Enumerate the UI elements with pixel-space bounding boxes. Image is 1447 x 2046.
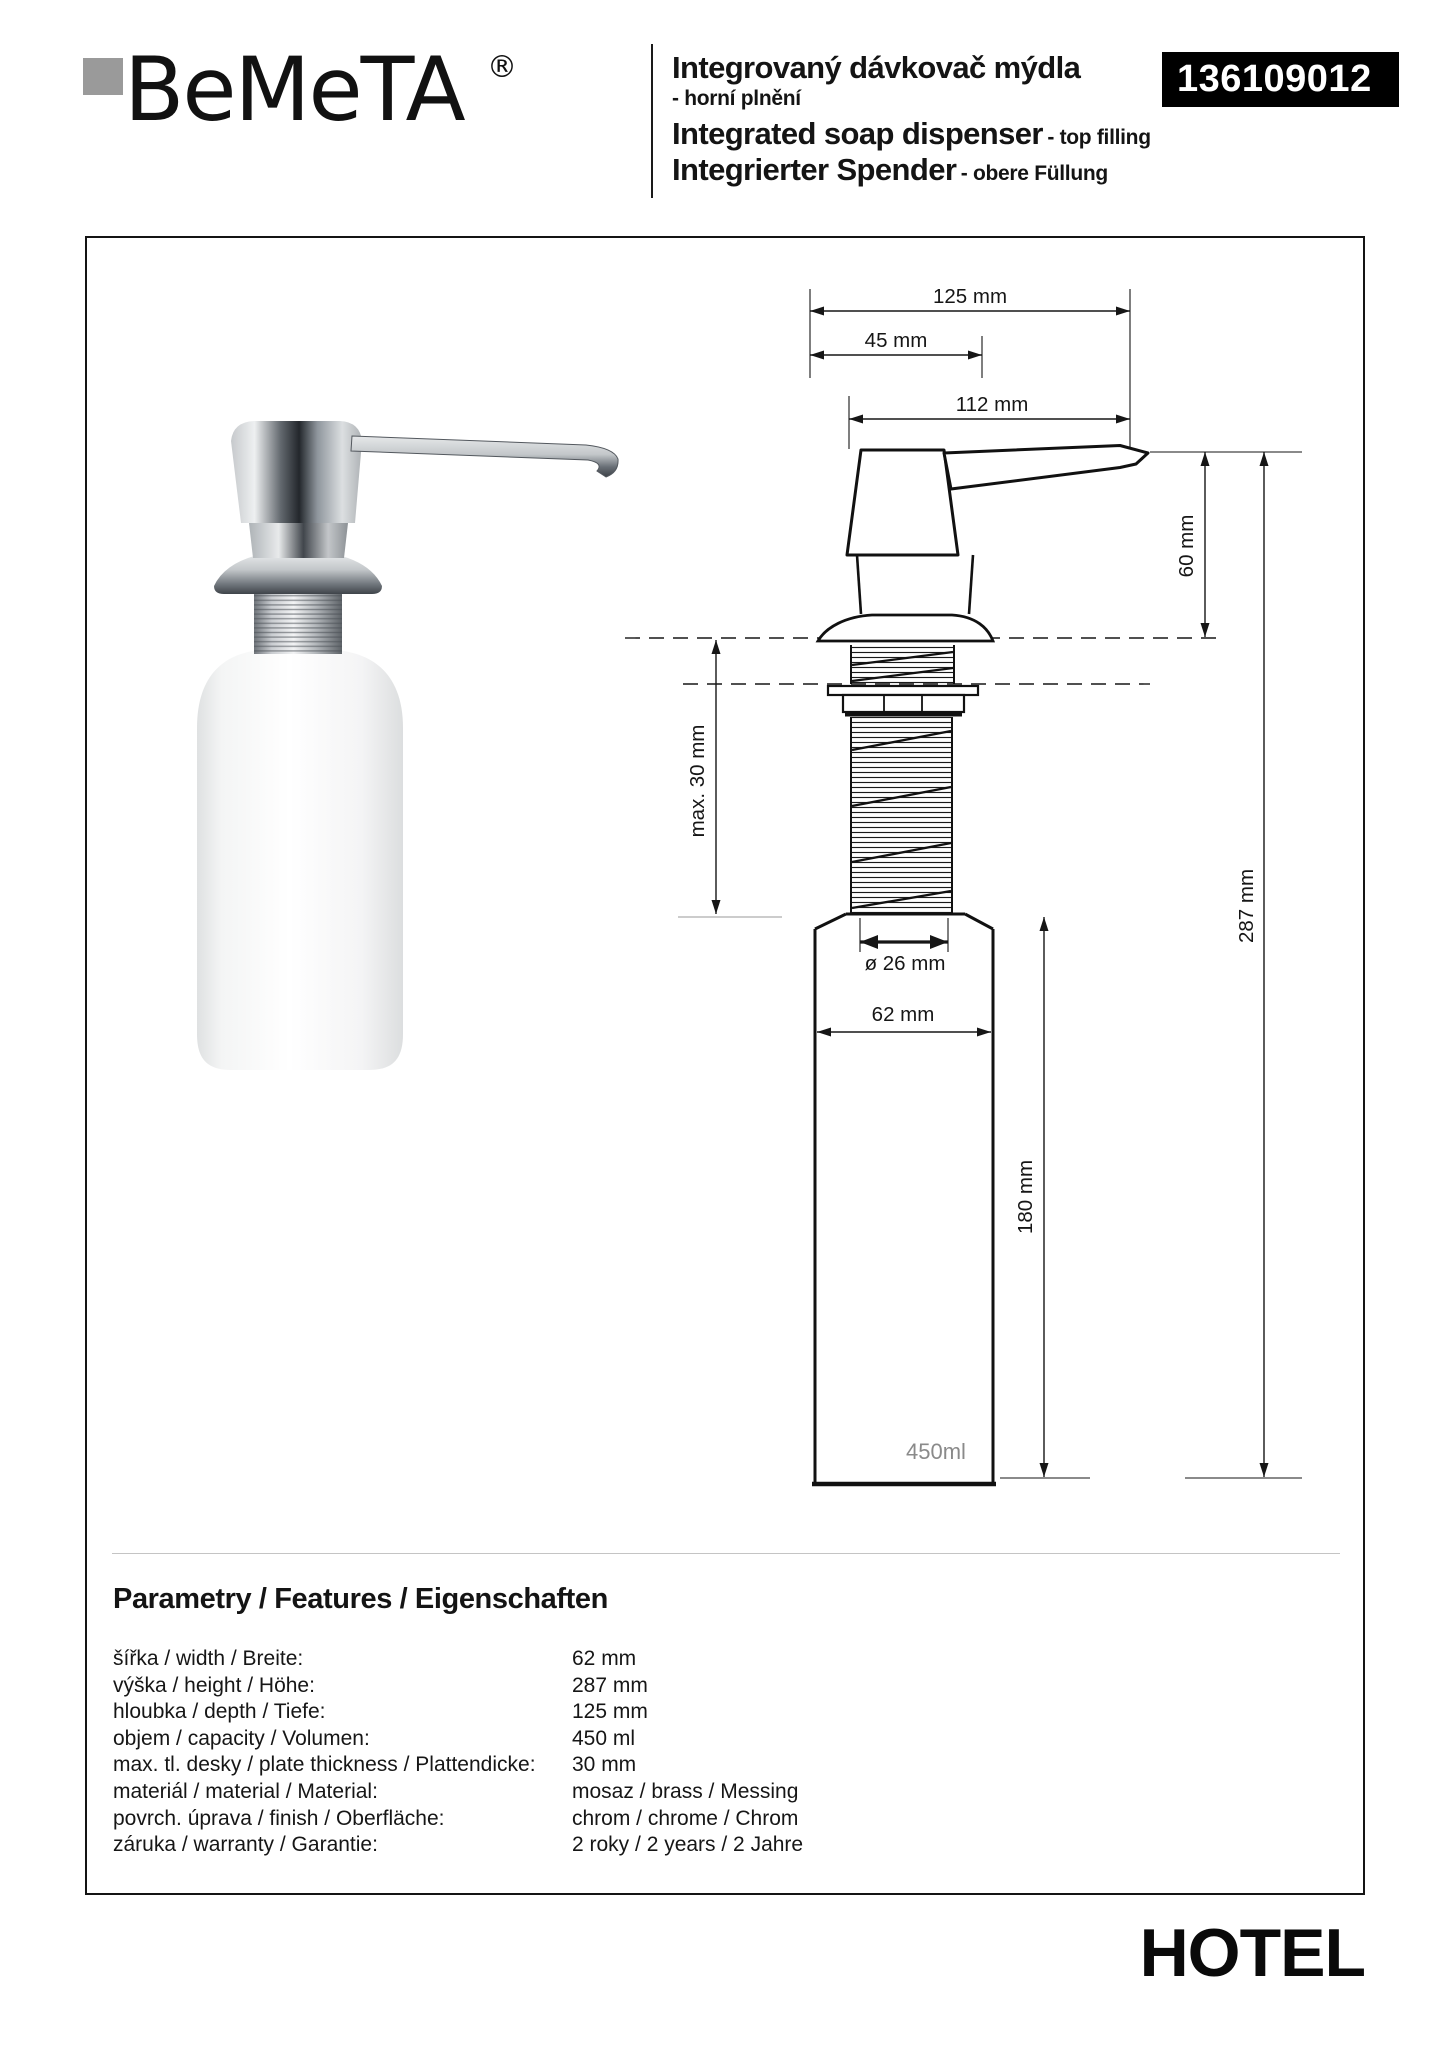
header-divider bbox=[651, 44, 653, 198]
title-german-sub: - obere Füllung bbox=[960, 162, 1108, 185]
spec-label: šířka / width / Breite: bbox=[113, 1647, 304, 1670]
title-german-main: Integrierter Spender bbox=[672, 152, 957, 187]
spec-value: 287 mm bbox=[572, 1673, 648, 1697]
spec-value: 30 mm bbox=[572, 1753, 637, 1777]
spec-label: záruka / warranty / Garantie: bbox=[113, 1833, 378, 1857]
dim-height-above-counter: 60 mm bbox=[1175, 514, 1198, 578]
title-english-sub: - top filling bbox=[1047, 126, 1151, 149]
product-code: 136109012 bbox=[1177, 58, 1372, 100]
photo-bottle bbox=[197, 650, 403, 1070]
dim-head-depth: 112 mm bbox=[955, 393, 1029, 416]
spec-value: 125 mm bbox=[572, 1700, 648, 1724]
drawing-dispenser-outline bbox=[812, 446, 1148, 1485]
spec-value: 450 ml bbox=[572, 1726, 636, 1750]
spec-value: chrom / chrome / Chrom bbox=[572, 1806, 799, 1830]
spec-value: 62 mm bbox=[572, 1647, 637, 1670]
section-divider bbox=[112, 1553, 1340, 1554]
spec-label: výška / height / Höhe: bbox=[113, 1673, 315, 1697]
brand-logo: BeMeTA bbox=[124, 38, 464, 141]
title-english bbox=[672, 117, 1151, 151]
dim-depth-total: 125 mm bbox=[932, 285, 1008, 308]
spec-value: 2 roky / 2 years / 2 Jahre bbox=[572, 1833, 804, 1857]
dim-plate-thickness: max. 30 mm bbox=[686, 724, 709, 838]
dim-bottle-height: 180 mm bbox=[1014, 1159, 1037, 1235]
dim-total-height: 287 mm bbox=[1235, 868, 1258, 944]
technical-drawing bbox=[560, 270, 1380, 1500]
logo-square bbox=[83, 58, 123, 95]
spec-label: materiál / material / Material: bbox=[113, 1779, 378, 1803]
spec-label: povrch. úprava / finish / Oberfläche: bbox=[113, 1806, 445, 1830]
specs-table bbox=[113, 1646, 803, 1859]
specs-heading: Parametry / Features / Eigenschaften bbox=[113, 1583, 608, 1615]
spec-label: max. tl. desky / plate thickness / Plattendicke: bbox=[113, 1753, 536, 1777]
series-name: HOTEL bbox=[1139, 1915, 1365, 1991]
dim-bottle-width: 62 mm bbox=[871, 1003, 935, 1026]
subtitle-czech: - horní plnění bbox=[672, 87, 801, 110]
photo-pump-head bbox=[231, 421, 362, 523]
registered-trademark-icon: ® bbox=[487, 50, 517, 85]
product-code-badge bbox=[1162, 52, 1399, 107]
title-english-main: Integrated soap dispenser bbox=[672, 116, 1043, 151]
title-czech: Integrovaný dávkovač mýdla bbox=[672, 50, 1081, 85]
spec-label: objem / capacity / Volumen: bbox=[113, 1726, 370, 1750]
photo-threaded-rod bbox=[254, 588, 342, 654]
title-german bbox=[672, 153, 1108, 187]
photo-neck bbox=[249, 523, 348, 558]
dim-spout-offset: 45 mm bbox=[864, 329, 928, 352]
spec-label: hloubka / depth / Tiefe: bbox=[113, 1700, 326, 1724]
dim-thread-diameter: ø 26 mm bbox=[864, 952, 946, 975]
capacity-label: 450ml bbox=[906, 1439, 966, 1464]
spec-value: mosaz / brass / Messing bbox=[572, 1779, 799, 1803]
